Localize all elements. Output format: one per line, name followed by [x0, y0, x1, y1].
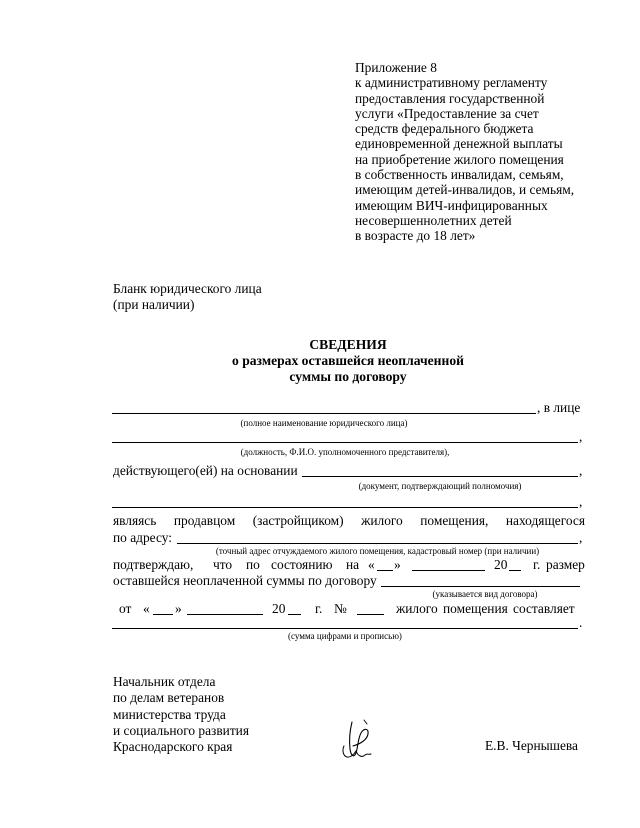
room-word-3: составляет: [513, 601, 575, 616]
letterhead-line-2: (при наличии): [113, 297, 195, 312]
appendix-line: к административному регламенту: [355, 75, 548, 91]
document-subtitle-1: о размерах оставшейся неоплаченной: [232, 353, 464, 368]
hint-position: (должность, Ф.И.О. уполномоченного представителя),: [240, 447, 450, 457]
quote-close: »: [175, 601, 182, 616]
appendix-block: [355, 60, 574, 244]
as-of-day-field[interactable]: [377, 570, 393, 571]
appendix-line: в собственность инвалидам, семьям,: [355, 167, 564, 183]
appendix-line: предоставления государственной: [355, 90, 545, 106]
hint-document: (документ, подтверждающий полномочия): [358, 481, 522, 491]
appendix-line: несовершеннолетних детей: [355, 212, 512, 228]
remaining-label: оставшейся неоплаченной суммы по договору: [113, 573, 377, 588]
hint-contract: (указывается вид договора): [432, 589, 538, 599]
year-prefix: 20: [494, 557, 508, 572]
quote-open: «: [368, 557, 375, 572]
comma-mark: ,: [579, 530, 583, 545]
as-of-month-field[interactable]: [412, 570, 485, 571]
period-mark: .: [579, 615, 583, 630]
comma-mark: ,: [579, 429, 583, 444]
size-word: размер: [546, 557, 585, 572]
being-word: жилого: [361, 513, 403, 528]
hint-legal-name: (полное наименование юридического лица): [240, 418, 408, 428]
acting-label: действующего(ей) на основании: [113, 463, 298, 478]
address-label: по адресу:: [113, 530, 172, 545]
signer-name: Е.В. Чернышева: [485, 738, 579, 753]
signer-position-line: Начальник отдела: [113, 674, 216, 689]
contract-year-field[interactable]: [288, 614, 301, 615]
signer-position-line: по делам ветеранов: [113, 690, 225, 706]
room-word-1: жилого: [396, 601, 438, 616]
room-word-2: помещения: [443, 601, 508, 616]
document-subtitle-2: суммы по договору: [289, 369, 407, 384]
appendix-line: в возрасте до 18 лет»: [355, 228, 476, 244]
signer-position: [113, 674, 249, 755]
number-sign: №: [334, 601, 347, 616]
quote-close: »: [394, 557, 401, 572]
authority-continuation-field[interactable]: [112, 507, 578, 508]
signer-position-line: министерства труда: [113, 706, 226, 722]
contract-type-field[interactable]: [381, 586, 580, 587]
appendix-line: услуги «Предоставление за счет: [355, 105, 539, 121]
year-word: г.: [533, 557, 541, 572]
being-seller-line: [113, 513, 585, 528]
being-word: (застройщиком): [252, 513, 344, 528]
handwritten-signature: [338, 716, 382, 762]
year-prefix: 20: [272, 601, 286, 616]
appendix-line: имеющим ВИЧ-инфицированных: [355, 197, 548, 213]
being-word: находящегося: [505, 513, 585, 528]
hint-sum: (сумма цифрами и прописью): [288, 631, 402, 641]
confirm-word-3: по: [246, 557, 260, 572]
being-word: продавцом: [173, 513, 236, 528]
comma-mark: ,: [579, 494, 583, 509]
confirm-word-5: на: [346, 557, 360, 572]
legal-name-field[interactable]: [112, 413, 536, 414]
letterhead-line-1: Бланк юридического лица: [113, 281, 262, 296]
contract-number-field[interactable]: [357, 614, 384, 615]
being-word: являясь: [113, 513, 157, 528]
confirm-word-1: подтверждаю,: [113, 557, 194, 572]
contract-month-field[interactable]: [187, 614, 263, 615]
representative-field[interactable]: [112, 442, 578, 443]
in-person-label: , в лице: [537, 400, 581, 415]
confirm-word-2: что: [213, 557, 233, 572]
year-word: г.: [315, 601, 323, 616]
appendix-line: на приобретение жилого помещения: [355, 151, 564, 167]
contract-day-field[interactable]: [153, 614, 173, 615]
comma-mark: ,: [579, 463, 583, 478]
signer-position-line: Краснодарского края: [113, 739, 233, 755]
as-of-year-field[interactable]: [509, 570, 521, 571]
hint-address: (точный адрес отчуждаемого жилого помещения, кадастровый номер (при наличии): [215, 546, 540, 556]
appendix-line: имеющим детей-инвалидов, и семьям,: [355, 182, 575, 198]
from-word: от: [119, 601, 132, 616]
document-title: СВЕДЕНИЯ: [309, 337, 387, 352]
appendix-line: средств федерального бюджета: [355, 121, 534, 137]
address-field[interactable]: [177, 543, 578, 544]
appendix-line: единовременной денежной выплаты: [355, 136, 563, 152]
confirm-word-4: состоянию: [271, 557, 333, 572]
sum-field[interactable]: [112, 628, 578, 629]
being-word: помещения,: [420, 513, 489, 528]
quote-open: «: [143, 601, 150, 616]
appendix-line: Приложение 8: [355, 60, 437, 75]
signer-position-line: и социального развития: [113, 722, 249, 738]
authority-document-field[interactable]: [302, 476, 578, 477]
